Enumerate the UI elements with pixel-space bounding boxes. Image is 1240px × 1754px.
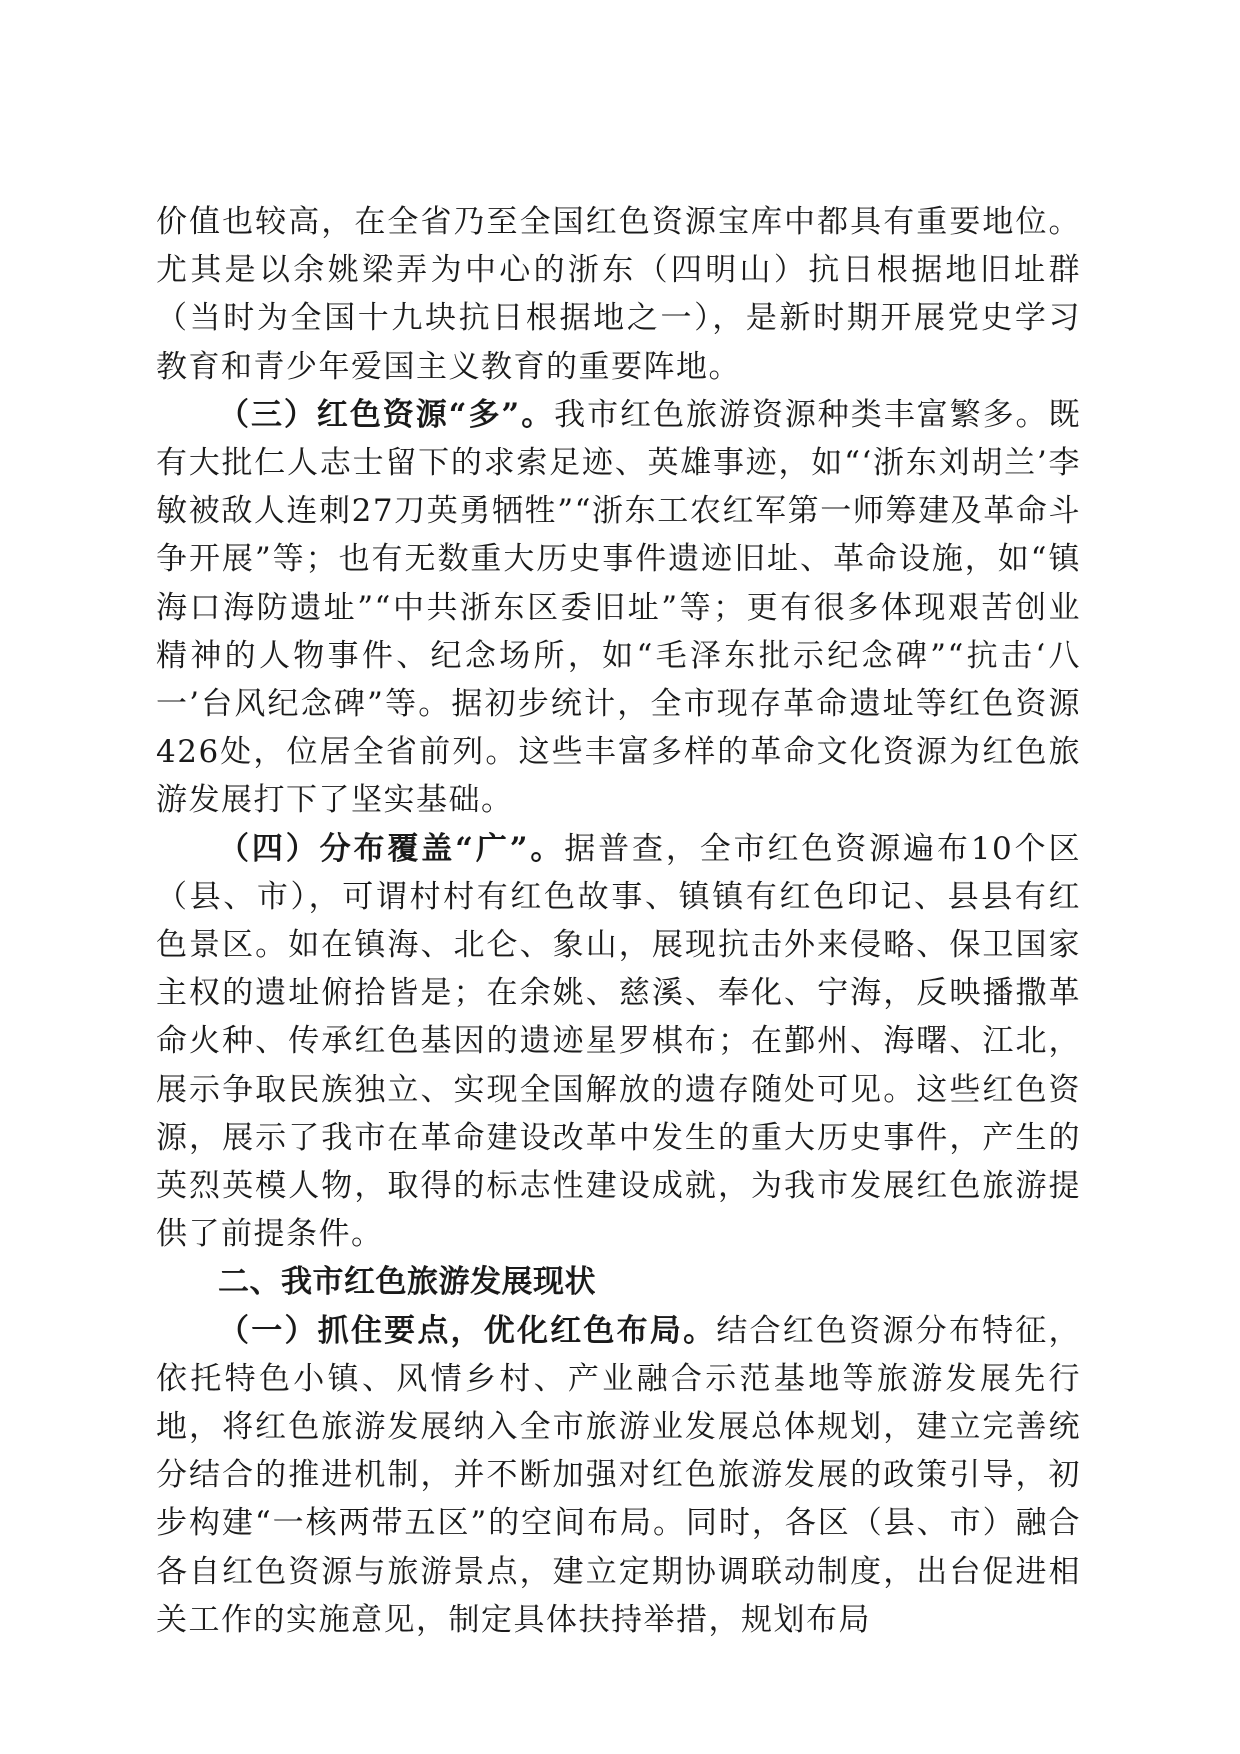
paragraph-lead: （三）红色资源“多”。 — [218, 396, 555, 433]
paragraph-continuation — [156, 198, 1081, 391]
document-body — [156, 198, 1081, 1644]
paragraph-distribution-wide — [156, 825, 1081, 1259]
paragraph-lead: （一）抓住要点，优化红色布局。 — [218, 1312, 717, 1349]
paragraph-optimize-layout — [156, 1307, 1081, 1644]
paragraph-lead: （四）分布覆盖“广”。 — [218, 830, 565, 867]
paragraph-text: 据普查，全市红色资源遍布10个区（县、市），可谓村村有红色故事、镇镇有红色印记、县县有红色景区。如在镇海、北仑、象山，展现抗击外来侵略、保卫国家主权的遗址俯拾皆是；在余姚、慈溪、奉化、宁海，反映播撒革命火种、传承红色基因的遗迹星罗棋布；在鄞州、海曙、江北，展示争取民族独立、实现全国解放的遗存随处可见。这些红色资源，展示了我市在革命建设改革中发生的重大历史事件，产生的英烈英模人物，取得的标志性建设成就，为我市发展红色旅游提供了前提条件。 — [156, 830, 1081, 1253]
paragraph-red-resources-many — [156, 391, 1081, 825]
paragraph-text: 结合红色资源分布特征，依托特色小镇、风情乡村、产业融合示范基地等旅游发展先行地，将红色旅游发展纳入全市旅游业发展总体规划，建立完善统分结合的推进机制，并不断加强对红色旅游发展的政策引导，初步构建“一核两带五区”的空间布局。同时，各区（县、市）融合各自红色资源与旅游景点，建立定期协调联动制度，出台促进相关工作的实施意见，制定具体扶持举措，规划布局 — [156, 1312, 1082, 1638]
section-heading: 二、我市红色旅游发展现状 — [218, 1264, 596, 1301]
paragraph-text: 我市红色旅游资源种类丰富繁多。既有大批仁人志士留下的求索足迹、英雄事迹，如“‘浙东刘胡兰’李敏被敌人连刺27刀英勇牺牲”“浙东工农红军第一师筹建及革命斗争开展”等；也有无数重大历史事件遗迹旧址、革命设施，如“镇海口海防遗址”“中共浙东区委旧址”等；更有很多体现艰苦创业精神的人物事件、纪念场所，如“毛泽东批示纪念碑”“抗击‘八一’台风纪念碑”等。据初步统计，全市现存革命遗址等红色资源426处，位居全省前列。这些丰富多样的革命文化资源为红色旅游发展打下了坚实基础。 — [156, 396, 1081, 819]
paragraph-text: 价值也较高，在全省乃至全国红色资源宝库中都具有重要地位。尤其是以余姚梁弄为中心的浙东（四明山）抗日根据地旧址群（当时为全国十九块抗日根据地之一），是新时期开展党史学习教育和青少年爱国主义教育的重要阵地。 — [156, 204, 1081, 385]
